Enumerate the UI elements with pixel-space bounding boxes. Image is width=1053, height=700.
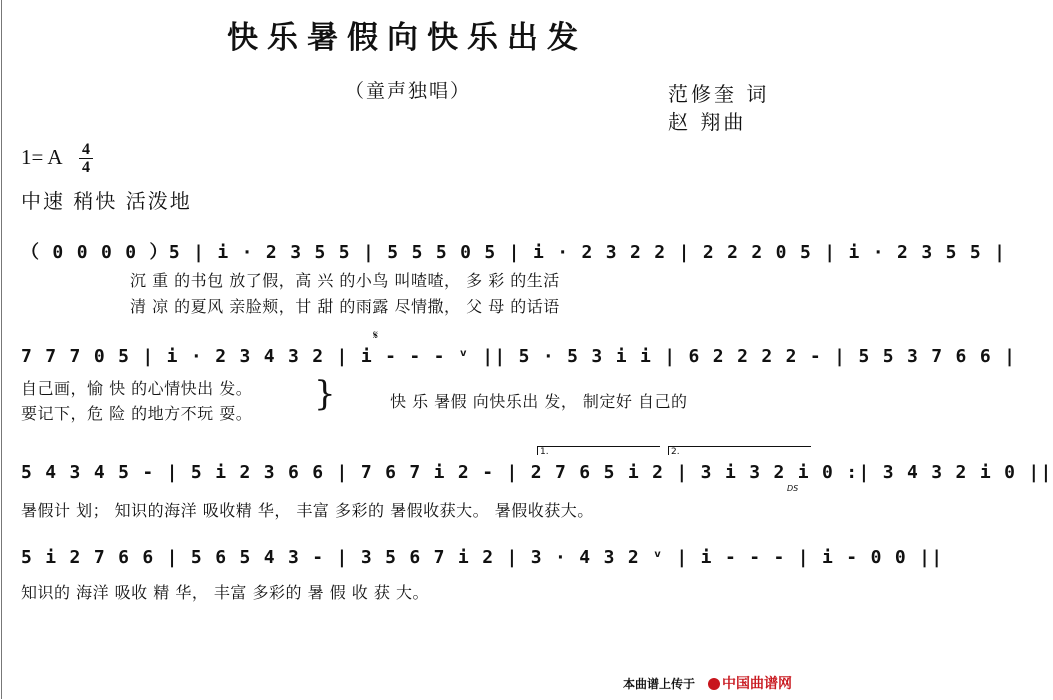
refrain-lyric: 快 乐 暑假 向快乐出 发， 制定好 自己的 <box>390 392 688 411</box>
first-ending-bracket: 1. <box>537 446 660 455</box>
time-top: 4 <box>82 141 90 158</box>
key-signature: 1= A <box>21 145 63 169</box>
logo-icon <box>708 678 720 690</box>
song-title: 快乐暑假向快乐出发 <box>227 20 587 56</box>
composer-credit: 赵 翔曲 <box>668 110 747 134</box>
score-line-4-notes: 5 i 2 7 6 6 | 5 6 5 4 3 - | 3 5 6 7 i 2 | 3 · 4 3 2 ᵛ | i - - - | i - 0 0 || <box>21 547 944 568</box>
verse-brace: } <box>314 374 336 414</box>
score-line-1-lyric-2: 清 凉 的夏风 亲脸颊，甘 甜 的雨露 尽情撒， 父 母 的话语 <box>130 297 560 316</box>
dal-segno-mark: DS <box>787 484 799 493</box>
second-ending-bracket: 2. <box>668 446 811 455</box>
score-line-2-notes: 7 7 7 0 5 | i · 2 3 4 3 2 | i - - - ᵛ || 5 · 5 3 i i | 6 2 2 2 2 - | 5 5 3 7 6 6 | <box>21 346 1017 367</box>
performance-note: （童声独唱） <box>345 80 472 102</box>
score-line-1-lyric-1: 沉 重 的书包 放了假，高 兴 的小鸟 叫喳喳， 多 彩 的生活 <box>130 271 560 290</box>
site-name: 中国曲谱网 <box>722 676 792 692</box>
score-line-3-lyric-1: 暑假计 划； 知识的海洋 吸收精 华， 丰富 多彩的 暑假收获大。 暑假收获大。 <box>21 501 594 520</box>
upload-note: 本曲谱上传于 <box>623 677 696 691</box>
score-line-1-notes: （ 0 0 0 0 ）5 | i · 2 3 5 5 | 5 5 5 0 5 | i · 2 3 2 2 | 2 2 2 0 5 | i · 2 3 5 5 | <box>21 242 1007 263</box>
score-line-4-lyric-1: 知识的 海洋 吸收 精 华， 丰富 多彩的 暑 假 收 获 大。 <box>21 583 429 602</box>
segno-sign: 𝄋 <box>373 328 379 342</box>
score-line-3-notes: 5 4 3 4 5 - | 5 i 2 3 6 6 | 7 6 7 i 2 - | 2 7 6 5 i 2 | 3 i 3 2 i 0 :| 3 4 3 2 i 0 || <box>21 462 1053 483</box>
time-signature <box>79 142 93 175</box>
tempo-marking: 中速 稍快 活泼地 <box>21 189 192 213</box>
time-bottom: 4 <box>82 159 90 176</box>
site-logo[interactable] <box>708 673 792 693</box>
score-line-2-lyric-1: 自己画，愉 快 的心情快出 发。 <box>21 379 253 398</box>
score-line-2-lyric-2: 要记下，危 险 的地方不玩 耍。 <box>21 404 253 423</box>
lyricist-credit: 范修奎 词 <box>668 82 770 106</box>
